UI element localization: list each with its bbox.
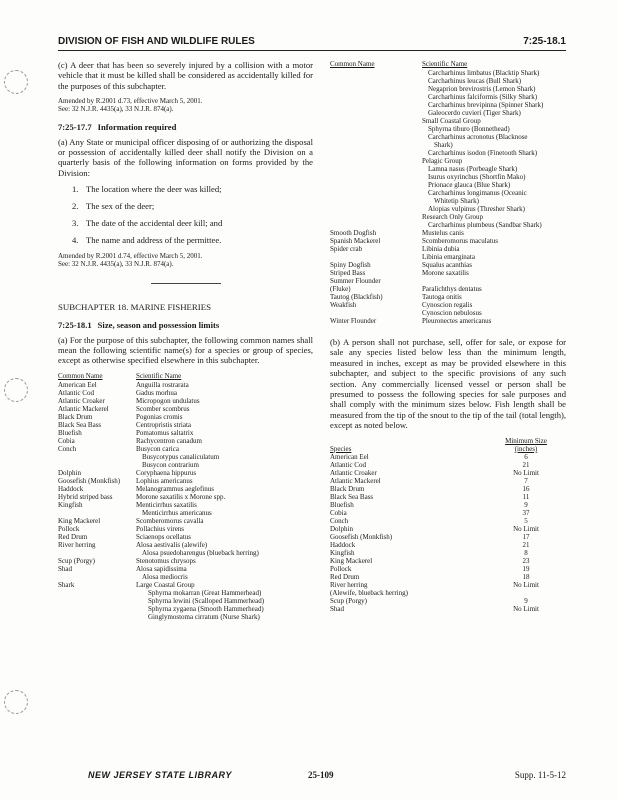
- paragraph-b: (b) A person shall not purchase, sell, offer for sale, or expose for sale any species listed below less than the minimum length, measured in inches, except as may be provided elsewhere in this subchapter, and subject to the specific provisions of any such section. Any commercially licensed vessel or person shall be presumed to possess the following species for sale purposes and shall comply with the minimum sizes below. Fish length shall be measured from the tip of the snout to the tip of the tail (total length), except as noted below.: [330, 337, 566, 431]
- scientific-name-cell: Libinia emarginata: [422, 253, 475, 261]
- column-header-common: Common Name: [58, 371, 103, 380]
- table-row: [330, 69, 566, 77]
- table-row: [58, 421, 313, 429]
- common-name-cell: [330, 133, 422, 141]
- common-name-cell: [330, 165, 422, 173]
- scientific-name-cell: Morone saxatilis x Morone spp.: [136, 492, 226, 501]
- common-name-cell: (Fluke): [330, 285, 351, 293]
- common-name-cell: [330, 149, 422, 157]
- scientific-name-cell: Stenotomus chrysops: [136, 556, 196, 565]
- scientific-name-cell: Pogonias cromis: [136, 412, 183, 421]
- scientific-name-cell: Carcharhinus limbatus (Blacktip Shark): [428, 69, 540, 77]
- common-name-cell: American Eel: [58, 380, 97, 389]
- table-row: [58, 549, 313, 557]
- scientific-name-cell: Anguilla rostrarata: [136, 380, 189, 389]
- scientific-name-cell: Lophius americanus: [136, 476, 193, 485]
- min-size-cell: 5: [524, 516, 528, 525]
- common-name-cell: Dolphin: [58, 468, 81, 477]
- table-row: [58, 381, 313, 389]
- table-row: [330, 453, 566, 461]
- page-header: [58, 36, 566, 51]
- common-name-cell: [330, 253, 422, 261]
- scientific-name-cell: Carcharhinus acronotus (Blacknose: [428, 133, 528, 141]
- scientific-name-cell: Sphyrna lewini (Scalloped Hammerhead): [148, 596, 265, 605]
- common-name-cell: [58, 453, 136, 461]
- scientific-name-cell: Sphyrna tiburo (Bonnethead): [428, 125, 510, 133]
- common-name-cell: [58, 605, 136, 613]
- species-cell: Scup (Porgy): [330, 596, 368, 605]
- table-row: [330, 525, 566, 533]
- table-row: [330, 477, 566, 485]
- table-row: [330, 581, 566, 589]
- supplement-date: Supp. 11-5-12: [514, 770, 566, 780]
- column-header-scientific: Scientific Name: [422, 60, 468, 68]
- scientific-name-cell: Pollachius virens: [136, 524, 185, 533]
- table-row: [58, 453, 313, 461]
- table-row: [330, 573, 566, 581]
- scientific-name-cell: Alosa sapidissima: [136, 564, 187, 573]
- common-name-cell: [58, 509, 136, 517]
- common-name-cell: Shark: [58, 580, 75, 589]
- common-name-cell: [330, 125, 422, 133]
- species-cell: Bluefish: [330, 500, 354, 509]
- info-list-item: 3. The date of the accidental deer kill; and: [72, 218, 223, 229]
- table-row: [58, 573, 313, 581]
- common-name-cell: Scup (Porgy): [58, 556, 96, 565]
- common-name-cell: [330, 189, 422, 197]
- min-size-cell: No Limit: [513, 468, 539, 477]
- scientific-name-cell: Research Only Group: [422, 213, 484, 221]
- scientific-name-cell: Negaprion brevirostris (Lemon Shark): [428, 85, 536, 93]
- scientific-name-cell: Busycon carica: [136, 444, 179, 453]
- table-row: [58, 389, 313, 397]
- min-size-cell: No Limit: [513, 604, 539, 613]
- table-row: [330, 293, 566, 301]
- scientific-name-cell: Whitetip Shark): [434, 197, 479, 205]
- table-row: [58, 581, 313, 589]
- common-name-cell: Cobia: [58, 436, 75, 445]
- table-row: [330, 261, 566, 269]
- punch-hole-mark: [4, 70, 28, 94]
- min-size-header: Minimum Size: [505, 436, 547, 445]
- species-cell: Pollock: [330, 564, 352, 573]
- common-name-cell: Black Sea Bass: [58, 420, 102, 429]
- scientific-name-cell: Prionace glauca (Blue Shark): [428, 181, 511, 189]
- table-row: [330, 101, 566, 109]
- common-name-cell: Spiny Dogfish: [330, 261, 371, 269]
- scientific-name-cell: Micropogon undulatus: [136, 396, 200, 405]
- page-number: 25-109: [308, 770, 334, 780]
- common-name-cell: River herring: [58, 540, 96, 549]
- scientific-name-cell: Scomber scombrus: [136, 404, 190, 413]
- scientific-name-cell: Lamna nasus (Porbeagle Shark): [428, 165, 518, 173]
- min-size-cell: 11: [522, 492, 530, 501]
- paragraph-a-17-7: (a) Any State or municipal officer disposing of or authorizing the disposal or possession of accidentally killed deer shall notify the Division on a quarterly basis of the following information on forms provided by the Division:: [58, 136, 313, 178]
- scientific-name-cell: Carcharhinus isodon (Finetooth Shark): [428, 149, 538, 157]
- header-title: DIVISION OF FISH AND WILDLIFE RULES: [58, 36, 255, 47]
- scientific-name-cell: Galeocerdo cuvieri (Tiger Shark): [428, 109, 521, 117]
- common-name-cell: Smooth Dogfish: [330, 229, 377, 237]
- scientific-name-cell: Menticirrhus americanus: [142, 508, 212, 517]
- scientific-name-cell: Squalus acanthias: [422, 261, 472, 269]
- table-row: [58, 493, 313, 501]
- header-section: 7:25-18.1: [523, 36, 566, 47]
- scientific-name-cell: Libinia dubia: [422, 245, 460, 253]
- table-row: [330, 237, 566, 245]
- table-row: [58, 469, 313, 477]
- scientific-name-cell: Ginglymostoma cirratum (Nurse Shark): [148, 612, 260, 621]
- species-name-table-continued: [330, 60, 566, 325]
- species-header: Species: [330, 444, 352, 453]
- scientific-name-cell: Morone saxatilis: [422, 269, 469, 277]
- min-size-cell: 7: [524, 476, 528, 485]
- scientific-name-cell: Busycotypus canaliculatum: [142, 452, 220, 461]
- scientific-name-cell: Cynoscion regalis: [422, 301, 473, 309]
- common-name-cell: Summer Flounder: [330, 277, 381, 285]
- common-name-cell: Shad: [58, 564, 72, 573]
- species-cell: Kingfish: [330, 548, 355, 557]
- scientific-name-cell: Centropristis striata: [136, 420, 192, 429]
- scientific-name-cell: Melanogrammus aeglefinus: [136, 484, 214, 493]
- table-row: [330, 229, 566, 237]
- table-row: [58, 485, 313, 493]
- common-name-cell: Haddock: [58, 484, 84, 493]
- table-row: [330, 109, 566, 117]
- common-name-cell: Winter Flounder: [330, 317, 377, 325]
- scientific-name-cell: Alosa mediocris: [142, 572, 188, 581]
- paragraph-a-18-1: (a) For the purpose of this subchapter, the following common names shall mean the following scientific name(s) for a species or group of species, except as otherwise specified elsewhere in this subchapter.: [58, 334, 313, 366]
- table-row: [58, 429, 313, 437]
- table-row: [330, 173, 566, 181]
- scientific-name-cell: Alosa psuedoharengus (blueback herring): [142, 548, 259, 557]
- scientific-name-cell: Sciaenops ocellatus: [136, 532, 192, 541]
- left-column: [58, 60, 313, 621]
- amendment-note: Amended by R.2001 d.74, effective March 5, 2001. See: 32 N.J.R. 4435(a), 33 N.J.R. 874(a).: [58, 252, 203, 269]
- table-row: [58, 605, 313, 613]
- min-size-cell: No Limit: [513, 524, 539, 533]
- min-size-cell: 37: [522, 508, 530, 517]
- species-cell: Dolphin: [330, 524, 353, 533]
- scientific-name-cell: Alopias vulpinus (Thresher Shark): [428, 205, 526, 213]
- species-cell: Cobia: [330, 508, 347, 517]
- common-name-cell: Hybrid striped bass: [58, 492, 113, 501]
- table-row: [330, 589, 566, 597]
- species-cell: Goosefish (Monkfish): [330, 532, 393, 541]
- table-row: [58, 437, 313, 445]
- common-name-cell: Goosefish (Monkfish): [58, 476, 121, 485]
- table-row: [330, 85, 566, 93]
- scientific-name-cell: Carcharhinus plumbeus (Sandbar Shark): [428, 221, 542, 229]
- scientific-name-cell: Rachycentron canadum: [136, 436, 202, 445]
- min-size-cell: 9: [524, 500, 528, 509]
- scientific-name-cell: [422, 277, 566, 285]
- common-name-cell: [58, 613, 136, 621]
- scientific-name-cell: Menticirrhus saxatilis: [136, 500, 197, 509]
- library-stamp: NEW JERSEY STATE LIBRARY: [88, 770, 232, 780]
- scientific-name-cell: Cynoscion nebulosus: [422, 309, 482, 317]
- scientific-name-cell: Scomberomorus maculatus: [422, 237, 499, 245]
- table-row: [330, 301, 566, 309]
- column-header-scientific: Scientific Name: [136, 371, 182, 380]
- scientific-name-cell: Pelagic Group: [422, 157, 463, 165]
- common-name-cell: Conch: [58, 444, 77, 453]
- table-row: [330, 269, 566, 277]
- min-size-cell: 16: [522, 484, 530, 493]
- common-name-cell: [330, 141, 422, 149]
- table-row: [330, 517, 566, 525]
- common-name-cell: Pollock: [58, 524, 80, 533]
- info-list-item: 2. The sex of the deer;: [72, 201, 155, 212]
- table-row: [330, 197, 566, 205]
- table-row: [58, 477, 313, 485]
- min-size-cell: 21: [522, 460, 530, 469]
- common-name-cell: [330, 77, 422, 85]
- scientific-name-cell: Busycon contrarium: [142, 460, 199, 469]
- scientific-name-cell: Coryphaena hippurus: [136, 468, 197, 477]
- table-row: [330, 157, 566, 165]
- table-row: [58, 541, 313, 549]
- table-row: [330, 213, 566, 221]
- table-row: [330, 533, 566, 541]
- table-row: [330, 125, 566, 133]
- species-cell: Atlantic Croaker: [330, 468, 377, 477]
- common-name-cell: [330, 109, 422, 117]
- common-name-cell: [330, 181, 422, 189]
- common-name-cell: King Mackerel: [58, 516, 101, 525]
- common-name-cell: Atlantic Croaker: [58, 396, 105, 405]
- divider: [151, 283, 221, 284]
- scientific-name-cell: Sphyrna zygaena (Smooth Hammerhead): [148, 604, 264, 613]
- min-size-cell: 23: [522, 556, 530, 565]
- table-row: [330, 181, 566, 189]
- table-row: [58, 397, 313, 405]
- common-name-cell: [330, 101, 422, 109]
- min-size-cell: 21: [522, 540, 530, 549]
- inches-header: (inches): [514, 444, 538, 453]
- amendment-note: Amended by R.2001 d.73, effective March 5, 2001. See: 32 N.J.R. 4435(a), 33 N.J.R. 874(a).: [58, 97, 203, 114]
- scientific-name-cell: Carcharhinus falciformis (Silky Shark): [428, 93, 538, 101]
- common-name-cell: [330, 205, 422, 213]
- table-row: [330, 221, 566, 229]
- punch-hole-mark: [4, 378, 28, 402]
- common-name-cell: [330, 173, 422, 181]
- common-name-cell: [58, 573, 136, 581]
- table-row: [330, 141, 566, 149]
- scientific-name-cell: Carcharhinus longimanus (Oceanic: [428, 189, 527, 197]
- table-row: [58, 501, 313, 509]
- species-cell: (Alewife, blueback herring): [330, 588, 408, 597]
- table-row: [58, 613, 313, 621]
- table-row: [58, 557, 313, 565]
- table-row: [330, 205, 566, 213]
- table-row: [330, 77, 566, 85]
- table-row: [330, 597, 566, 605]
- species-cell: King Mackerel: [330, 556, 373, 565]
- table-row: [330, 557, 566, 565]
- common-name-cell: [330, 93, 422, 101]
- table-row: [330, 501, 566, 509]
- table-row: [58, 565, 313, 573]
- scientific-name-cell: Mustelus canis: [422, 229, 464, 237]
- table-row: [330, 245, 566, 253]
- common-name-cell: [330, 213, 422, 221]
- table-row: [330, 461, 566, 469]
- info-list: [72, 184, 313, 245]
- scientific-name-cell: Alosa aestivalis (alewife): [136, 540, 208, 549]
- table-row: [330, 485, 566, 493]
- common-name-cell: [330, 197, 422, 205]
- table-row: [330, 133, 566, 141]
- column-header-common: Common Name: [330, 60, 375, 68]
- common-name-cell: [330, 309, 422, 317]
- species-cell: Atlantic Cod: [330, 460, 366, 469]
- info-list-item: 1. The location where the deer was killed;: [72, 184, 222, 195]
- table-row: [58, 445, 313, 453]
- paragraph-c: (c) A deer that has been so severely injured by a collision with a motor vehicle that it must be killed shall be considered as accidentally killed for the purposes of this subchapter.: [58, 60, 313, 91]
- min-size-cell: 19: [522, 564, 530, 573]
- common-name-cell: [330, 117, 422, 125]
- table-row: [330, 493, 566, 501]
- table-row: [330, 149, 566, 157]
- min-size-cell: 17: [522, 532, 530, 541]
- scientific-name-cell: Carcharhinus brevipinna (Spinner Shark): [428, 101, 544, 109]
- common-name-cell: Spanish Mackerel: [330, 237, 381, 245]
- table-row: [330, 317, 566, 325]
- scientific-name-cell: Isurus oxyrinchus (Shortfin Mako): [428, 173, 526, 181]
- species-cell: Atlantic Mackerel: [330, 476, 381, 485]
- common-name-cell: [330, 85, 422, 93]
- table-row: [58, 461, 313, 469]
- species-name-table: [58, 372, 313, 621]
- species-cell: Conch: [330, 516, 349, 525]
- scientific-name-cell: Gadus morhua: [136, 388, 178, 397]
- subchapter-title: SUBCHAPTER 18. MARINE FISHERIES: [58, 301, 211, 312]
- table-row: [330, 165, 566, 173]
- common-name-cell: Spider crab: [330, 245, 363, 253]
- punch-hole-mark: [4, 690, 28, 714]
- table-row: [58, 509, 313, 517]
- minimum-size-table: [330, 437, 566, 613]
- table-row: [330, 605, 566, 613]
- species-cell: Black Sea Bass: [330, 492, 374, 501]
- scientific-name-cell: Scomberomorus cavalla: [136, 516, 204, 525]
- scientific-name-cell: Large Coastal Group: [136, 580, 195, 589]
- table-row: [330, 253, 566, 261]
- min-size-cell: 8: [524, 548, 528, 557]
- table-row: [330, 469, 566, 477]
- min-size-cell: 9: [524, 596, 528, 605]
- scientific-name-cell: Pleuronectes americanus: [422, 317, 492, 325]
- scientific-name-cell: Small Coastal Group: [422, 117, 481, 125]
- table-row: [330, 189, 566, 197]
- min-size-cell: 18: [522, 572, 530, 581]
- common-name-cell: Tautog (Blackfish): [330, 293, 383, 301]
- min-size-cell: No Limit: [513, 580, 539, 589]
- table-row: [58, 533, 313, 541]
- table-row: [58, 589, 313, 597]
- table-row: [58, 405, 313, 413]
- table-row: [330, 565, 566, 573]
- table-row: [330, 541, 566, 549]
- common-name-cell: Striped Bass: [330, 269, 366, 277]
- table-row: [58, 517, 313, 525]
- min-size-cell: [486, 589, 566, 597]
- table-row: [330, 277, 566, 285]
- common-name-cell: [58, 589, 136, 597]
- section-heading-18-1: 7:25-18.1 Size, season and possession limits: [58, 319, 220, 330]
- table-row: [330, 549, 566, 557]
- species-cell: Red Drum: [330, 572, 360, 581]
- common-name-cell: [58, 461, 136, 469]
- common-name-cell: [330, 157, 422, 165]
- common-name-cell: Black Drum: [58, 412, 93, 421]
- scientific-name-cell: Paralichthys dentatus: [422, 285, 482, 293]
- table-row: [58, 597, 313, 605]
- common-name-cell: Bluefish: [58, 428, 82, 437]
- table-row: [58, 413, 313, 421]
- table-row: [330, 509, 566, 517]
- min-size-cell: 6: [524, 452, 528, 461]
- table-row: [330, 93, 566, 101]
- common-name-cell: Kingfish: [58, 500, 83, 509]
- info-list-item: 4. The name and address of the permittee.: [72, 235, 222, 246]
- scientific-name-cell: Pomatomus saltatrix: [136, 428, 194, 437]
- scientific-name-cell: Carcharhinus leucas (Bull Shark): [428, 77, 522, 85]
- common-name-cell: [58, 549, 136, 557]
- common-name-cell: Atlantic Mackerel: [58, 404, 109, 413]
- scientific-name-cell: Shark): [434, 141, 453, 149]
- common-name-cell: Atlantic Cod: [58, 388, 94, 397]
- common-name-cell: Weakfish: [330, 301, 357, 309]
- species-cell: River herring: [330, 580, 368, 589]
- table-row: [330, 285, 566, 293]
- table-row: [330, 309, 566, 317]
- scientific-name-cell: Sphyrna mokarran (Great Hammerhead): [148, 588, 262, 597]
- table-row: [58, 525, 313, 533]
- species-cell: Shad: [330, 604, 344, 613]
- common-name-cell: [58, 597, 136, 605]
- section-heading-17-7: 7:25-17.7 Information required: [58, 121, 177, 132]
- species-cell: Black Drum: [330, 484, 365, 493]
- species-cell: Haddock: [330, 540, 356, 549]
- right-column: [330, 60, 566, 613]
- table-row: [330, 117, 566, 125]
- scientific-name-cell: Tautoga onitis: [422, 293, 462, 301]
- common-name-cell: Red Drum: [58, 532, 88, 541]
- common-name-cell: [330, 69, 422, 77]
- common-name-cell: [330, 221, 422, 229]
- species-cell: American Eel: [330, 452, 369, 461]
